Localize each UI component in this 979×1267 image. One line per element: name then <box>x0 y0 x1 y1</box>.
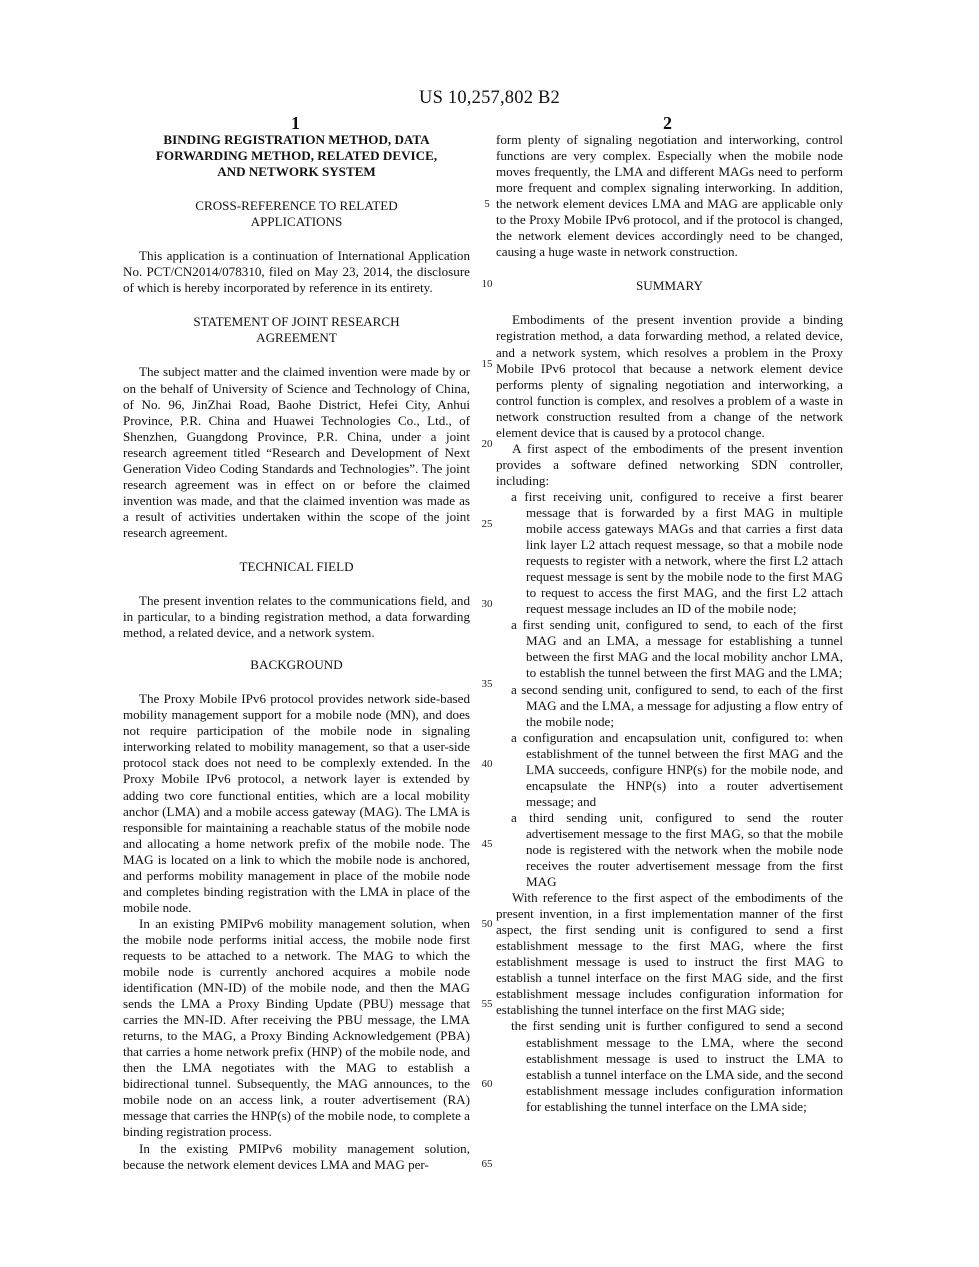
list-item: the first sending unit is further configured to send a second establishment message to the LMA, where the second establishment message is used to instruct the LMA to establish a tunnel interface on the LMA side, and the second establishment message includes configuration information for establishing the tunnel interface on the LMA side; <box>511 1018 843 1114</box>
line-number: 60 <box>481 1078 493 1090</box>
list-item: a first sending unit, configured to send, to each of the first MAG and an LMA, a message for establishing a tunnel between the first MAG and the local mobility anchor LMA, to establish the tunnel between the first MAG and the LMA; <box>511 617 843 681</box>
continued-paragraph: form plenty of signaling negotiation and interworking, control functions are very complex. Especially when the mobile node moves frequently, the LMA and different MAGs need to perform more frequent and complex signaling interworking. In addition, the network element devices LMA and MAG are applicable only to the Proxy Mobile IPv6 protocol, and if the protocol is changed, the network element devices accordingly need to be changed, causing a huge waste in network construction. <box>496 132 843 260</box>
line-number: 40 <box>481 758 493 770</box>
document-title: BINDING REGISTRATION METHOD, DATA FORWARDING METHOD, RELATED DEVICE, AND NETWORK SYSTEM <box>155 132 438 180</box>
line-number: 45 <box>481 838 493 850</box>
right-column <box>496 132 843 1115</box>
background-paragraph-1: The Proxy Mobile IPv6 protocol provides network side-based mobility management support for a mobile node (MN), and does not require participation of the mobile node in signaling interworking related to mobility management, so that a user-side protocol stack does not need to be complexly extended. In the Proxy Mobile IPv6 protocol, a network layer is extended by adding two core functional entities, which are a local mobility anchor (LMA) and a mobile access gateway (MAG). The LMA is responsible for maintaining a reachable status of the mobile node and allocating a home network prefix of the mobile node. The MAG is located on a link to which the mobile node is anchored, and performs mobility management in place of the mobile node and completes binding registration with the LMA in place of the mobile node. <box>123 691 470 915</box>
crossref-paragraph: This application is a continuation of International Application No. PCT/CN2014/078310, filed on May 23, 2014, the disclosure of which is hereby incorporated by reference in its entirety. <box>123 248 470 296</box>
background-paragraph-2: In an existing PMIPv6 mobility management solution, when the mobile node performs initial access, the mobile node first requests to be attached to a network. The MAG to which the mobile node is currently anchored acquires a mobile node identification (MN-ID) of the mobile node, and then the MAG sends the LMA a Proxy Binding Update (PBU) message that carries the MN-ID. After receiving the PBU message, the LMA returns, to the MAG, a Proxy Binding Acknowledgement (PBA) that carries a home network prefix (HNP) of the mobile node, and then the LMA negotiates with the MAG to establish a bidirectional tunnel. Subsequently, the MAG announces, to the mobile node on an access link, a router advertisement (RA) message that carries the HNP(s) of the mobile node, to complete a binding registration process. <box>123 915 470 1140</box>
summary-paragraph-1: Embodiments of the present invention provide a binding registration method, a data forwarding method, a related device, and a network system, which resolves a problem in the Proxy Mobile IPv6 protocol that because a network element device performs plenty of signaling negotiation and interworking, a control function is complex, and resolves a problem of a waste in network construction resulted from a change of the network element device that is caused by a protocol change. <box>496 312 843 440</box>
column-number-left: 1 <box>291 113 300 133</box>
list-item: a configuration and encapsulation unit, configured to: when establishment of the tunnel between the first MAG and the LMA succeeds, configure HNP(s) for the mobile node, and encapsulate the HNP(s) into a router advertisement message; and <box>511 729 843 809</box>
technical-field-paragraph: The present invention relates to the communications field, and in particular, to a binding registration method, a data forwarding method, a related device, and a network system. <box>123 593 470 641</box>
list-item: a third sending unit, configured to send the router advertisement message to the first MAG, so that the mobile node is registered with the network when the mobile node receives the router advertisement message from the first MAG <box>511 809 843 890</box>
line-number: 55 <box>481 998 493 1010</box>
technical-field-heading: TECHNICAL FIELD <box>239 558 354 574</box>
line-number: 10 <box>481 278 493 290</box>
line-number: 65 <box>481 1158 493 1170</box>
line-number: 35 <box>481 678 493 690</box>
summary-heading: SUMMARY <box>636 278 703 294</box>
line-number: 20 <box>481 438 493 450</box>
patent-number: US 10,257,802 B2 <box>419 88 560 108</box>
background-heading: BACKGROUND <box>250 657 343 673</box>
line-number: 15 <box>481 358 493 370</box>
list-item: a first receiving unit, configured to receive a first bearer message that is forwarded by a first MAG in multiple mobile access gateways MAGs and that carries a first data link layer L2 attach request message, so that a mobile node requests to register with a network, where the first L2 attach request message is sent by the mobile node to the first MAG to request to access the first MAG, and the first L2 attach request message includes an ID of the mobile node; <box>511 488 843 617</box>
column-number-right: 2 <box>663 113 672 133</box>
line-number: 25 <box>481 518 493 530</box>
summary-paragraph-2: A first aspect of the embodiments of the present invention provides a software defined networking SDN controller, including: <box>496 440 843 488</box>
crossref-heading: CROSS-REFERENCE TO RELATED APPLICATIONS <box>195 198 398 230</box>
joint-research-paragraph: The subject matter and the claimed invention were made by or on the behalf of University of Science and Technology of China, of No. 96, JinZhai Road, Baohe District, Hefei City, Anhui Province, P.R. China and Huawei Technologies Co., Ltd., of Shenzhen, Guangdong Province, P.R. China, under a joint research agreement titled “Research and Development of Next Generation Video Coding Standards and Technologies”. The joint research agreement was in effect on or before the claimed invention was made, and that the claimed invention was made as a result of activities undertaken within the scope of the joint research agreement. <box>123 364 470 540</box>
list-item: a second sending unit, configured to send, to each of the first MAG and the LMA, a message for adjusting a flow entry of the mobile node; <box>511 681 843 729</box>
summary-paragraph-3: With reference to the first aspect of the embodiments of the present invention, in a first implementation manner of the first aspect, the first sending unit is configured to send a first establishment message to the first MAG, where the first establishment message is used to instruct the first MAG to establish a tunnel interface on the first MAG side, and the first establishment message includes configuration information for establishing the tunnel interface on the first MAG side; <box>496 890 843 1018</box>
background-paragraph-3: In the existing PMIPv6 mobility management solution, because the network element devices LMA and MAG per- <box>123 1140 470 1172</box>
line-number: 30 <box>481 598 493 610</box>
left-column <box>123 132 470 1173</box>
line-number: 50 <box>481 918 493 930</box>
joint-research-heading: STATEMENT OF JOINT RESEARCH AGREEMENT <box>193 314 400 346</box>
line-number: 5 <box>484 198 490 210</box>
